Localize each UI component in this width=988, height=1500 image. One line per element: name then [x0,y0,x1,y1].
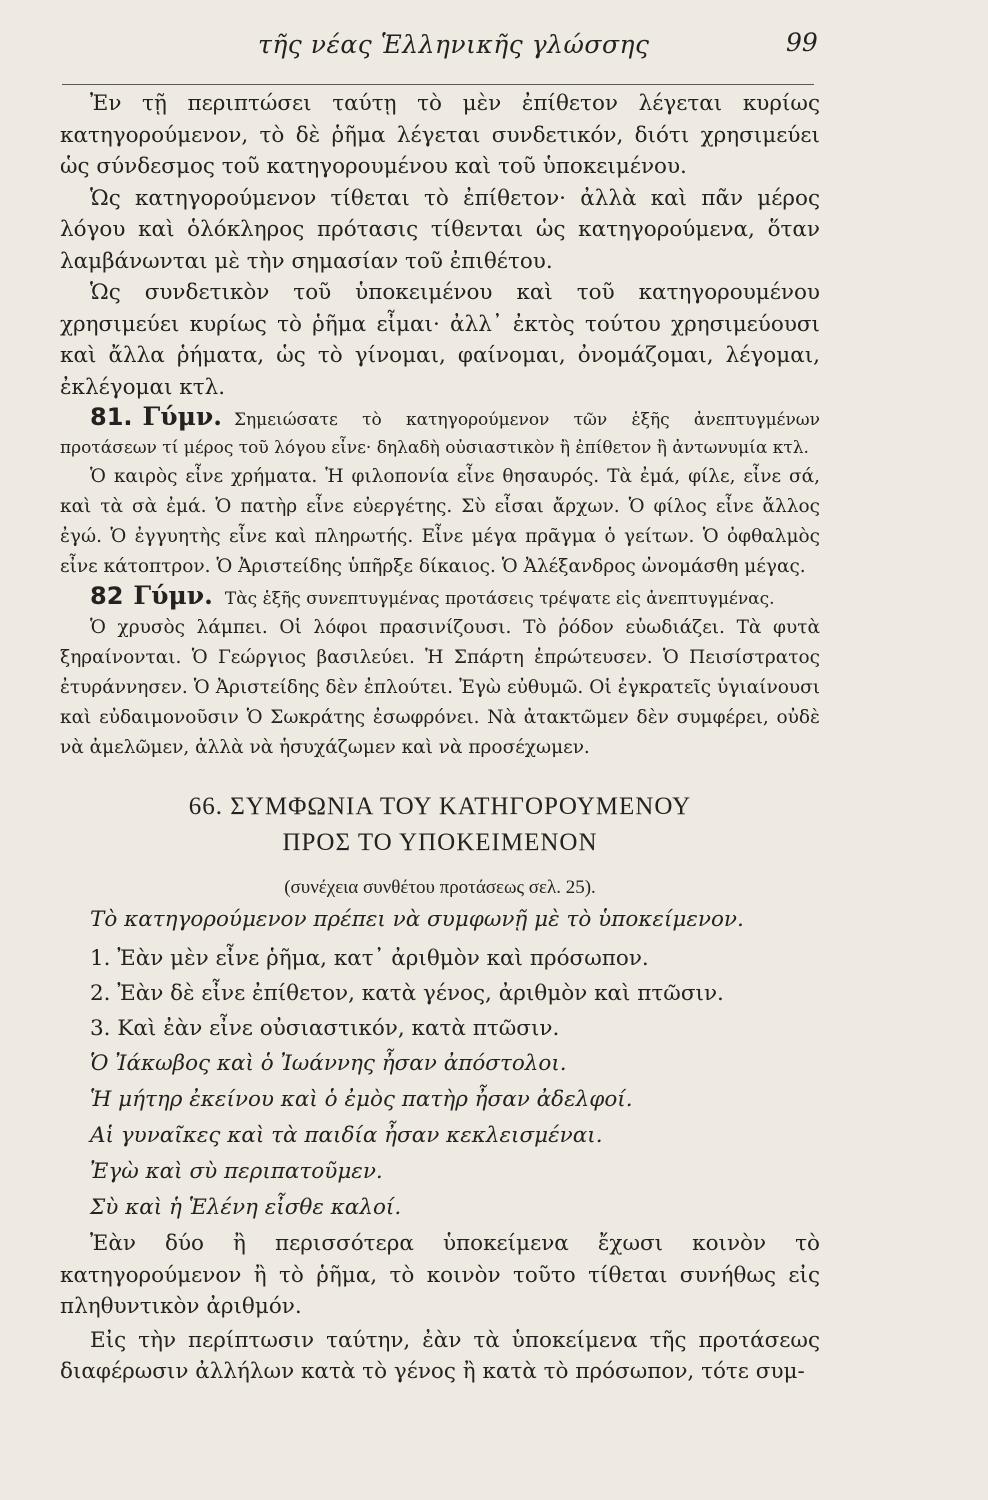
paragraph: Ἐν τῇ περιπτώσει ταύτῃ τὸ μὲν ἐπίθετον λέγεται κυρίως κατηγορούμενον, τὸ δὲ ῥῆμα λέγεται συνδετικόν, διότι χρησιμεύει ὡς σύνδεσμος τοῦ κατηγορουμένου καὶ τοῦ ὑποκειμένου. [60,91,820,179]
exercise-number: 81. [90,403,133,431]
list-item: 3. Καὶ ἐὰν εἶνε οὐσιαστικόν, κατὰ πτῶσιν. [90,1016,560,1041]
example-sentence: Αἱ γυναῖκες καὶ τὰ παιδία ἦσαν κεκλεισμέναι. [90,1123,603,1148]
rule-statement: Τὸ κατηγορούμενον πρέπει νὰ συμφωνῇ μὲ τὸ ὑποκείμενον. [90,906,744,932]
paragraph: Εἰς τὴν περίπτωσιν ταύτην, ἐὰν τὰ ὑποκείμενα τῆς προτάσεως διαφέρωσιν ἀλλήλων κατὰ τὸ γένος ἢ κατὰ τὸ πρόσωπον, τότε συμ- [60,1327,820,1384]
example-sentence: Ἐγὼ καὶ σὺ περιπατοῦμεν. [90,1159,383,1184]
exercise-instruction: Σημειώσατε τὸ κατηγορούμενον τῶν ἑξῆς ἀνεπτυγμένων προτάσεων τί μέρος τοῦ λόγου εἶνε· δηλαδὴ οὐσιαστικὸν ἢ ἐπίθετον ἢ ἀντωνυμία κτλ. [60,410,820,458]
exercise-82-heading [60,582,820,613]
page-number: 99 [786,28,818,57]
example-sentence: Σὺ καὶ ἡ Ἑλένη εἶσθε καλοί. [90,1195,402,1220]
examples-list [90,1046,820,1226]
exercise-instruction: Τὰς ἑξῆς συνεπτυγμένας προτάσεις τρέψατε εἰς ἀνεπτυγμένας. [224,589,775,609]
section-note: (συνέχεια συνθέτου προτάσεως σελ. 25). [284,877,596,898]
paragraph: Ὡς συνδετικὸν τοῦ ὑποκειμένου καὶ τοῦ κατηγορουμένου χρησιμεύει κυρίως τὸ ῥῆμα εἶμαι· ἀλλ᾿ ἐκτὸς τούτου χρησιμεύουσι καὶ ἄλλα ῥήματα, ὡς τὸ γίνομαι, φαίνομαι, ὀνομάζομαι, λέγομαι, ἐκλέγομαι κτλ. [60,280,820,400]
exercise-81-text: Ὁ καιρὸς εἶνε χρήματα. Ἡ φιλοπονία εἶνε θησαυρός. Τὰ ἐμά, φίλε, εἶνε σά, καὶ τὰ σὰ ἐμά. Ὁ πατὴρ εἶνε εὐεργέτης. Σὺ εἶσαι ἄρχων. Ὁ φίλος εἶνε ἄλλος ἐγώ. Ὁ ἐγγυητὴς εἶνε καὶ πληρωτής. Εἶνε μέγα πρᾶγμα ὁ γείτων. Ὁ ὀφθαλμὸς εἶνε κάτοπτρον. Ὁ Ἀριστείδης ὑπῆρξε δίκαιος. Ὁ Ἀλέξανδρος ὠνομάσθη μέγας. [60,466,820,577]
rules-list [90,941,820,1046]
list-item: 2. Ἐὰν δὲ εἶνε ἐπίθετον, κατὰ γένος, ἀριθμὸν καὶ πτῶσιν. [90,981,724,1006]
list-item: 1. Ἐὰν μὲν εἶνε ῥῆμα, κατ᾿ ἀριθμὸν καὶ πρόσωπον. [90,946,649,971]
section-subtitle: ΠΡΟΣ ΤΟ ΥΠΟΚΕΙΜΕΝΟΝ [282,828,598,856]
exercise-number: 82 [90,582,124,610]
paragraph: Ὡς κατηγορούμενον τίθεται τὸ ἐπίθετον· ἀλλὰ καὶ πᾶν μέρος λόγου καὶ ὁλόκληρος πρότασις τίθενται ὡς κατηγορούμενα, ὅταν λαμβάνωνται μὲ τὴν σημασίαν τοῦ ἐπιθέτου. [60,185,820,274]
exercise-82-text: Ὁ χρυσὸς λάμπει. Οἱ λόφοι πρασινίζουσι. Τὸ ῥόδον εὐωδιάζει. Τὰ φυτὰ ξηραίνονται. Ὁ Γεώργιος βασιλεύει. Ἡ Σπάρτη ἐπρώτευσεν. Ὁ Πεισίστρατος ἐτυράννησεν. Ὁ Ἀριστείδης δὲν ἐπλούτει. Ἐγὼ εὐθυμῶ. Οἱ ἐγκρατεῖς ὑγιαίνουσι καὶ εὐδαιμονοῦσιν Ὁ Σωκράτης ἐσωφρόνει. Νὰ ἀτακτῶμεν δὲν συμφέρει, οὐδὲ νὰ ἀμελῶμεν, ἀλλὰ νὰ ἡσυχάζωμεν καὶ νὰ προσέχωμεν. [60,617,820,758]
exercise-label: Γύμν. [142,402,222,431]
example-sentence: Ἡ μήτηρ ἐκείνου καὶ ὁ ἐμὸς πατὴρ ἦσαν ἀδελφοί. [90,1087,633,1112]
example-sentence: Ὁ Ἰάκωβος καὶ ὁ Ἰωάννης ἦσαν ἀπόστολοι. [90,1051,567,1076]
exercise-81-heading [60,403,820,462]
section-title: 66. ΣΥΜΦΩΝΙΑ ΤΟΥ ΚΑΤΗΓΟΡΟΥΜΕΝΟΥ [188,793,692,820]
section-heading [60,791,820,904]
page-header [0,22,988,72]
header-rule [62,84,814,85]
exercise-label: Γύμν. [133,581,213,610]
running-title: τῆς νέας Ἑλληνικῆς γλώσσης [258,30,650,59]
paragraph: Ἐὰν δύο ἢ περισσότερα ὑποκείμενα ἔχωσι κοινὸν τὸ κατηγορούμενον ἢ τὸ ῥῆμα, τὸ κοινὸν τοῦτο τίθεται συνήθως εἰς πληθυντικὸν ἀριθμόν. [60,1231,820,1319]
page-body [60,88,820,1388]
